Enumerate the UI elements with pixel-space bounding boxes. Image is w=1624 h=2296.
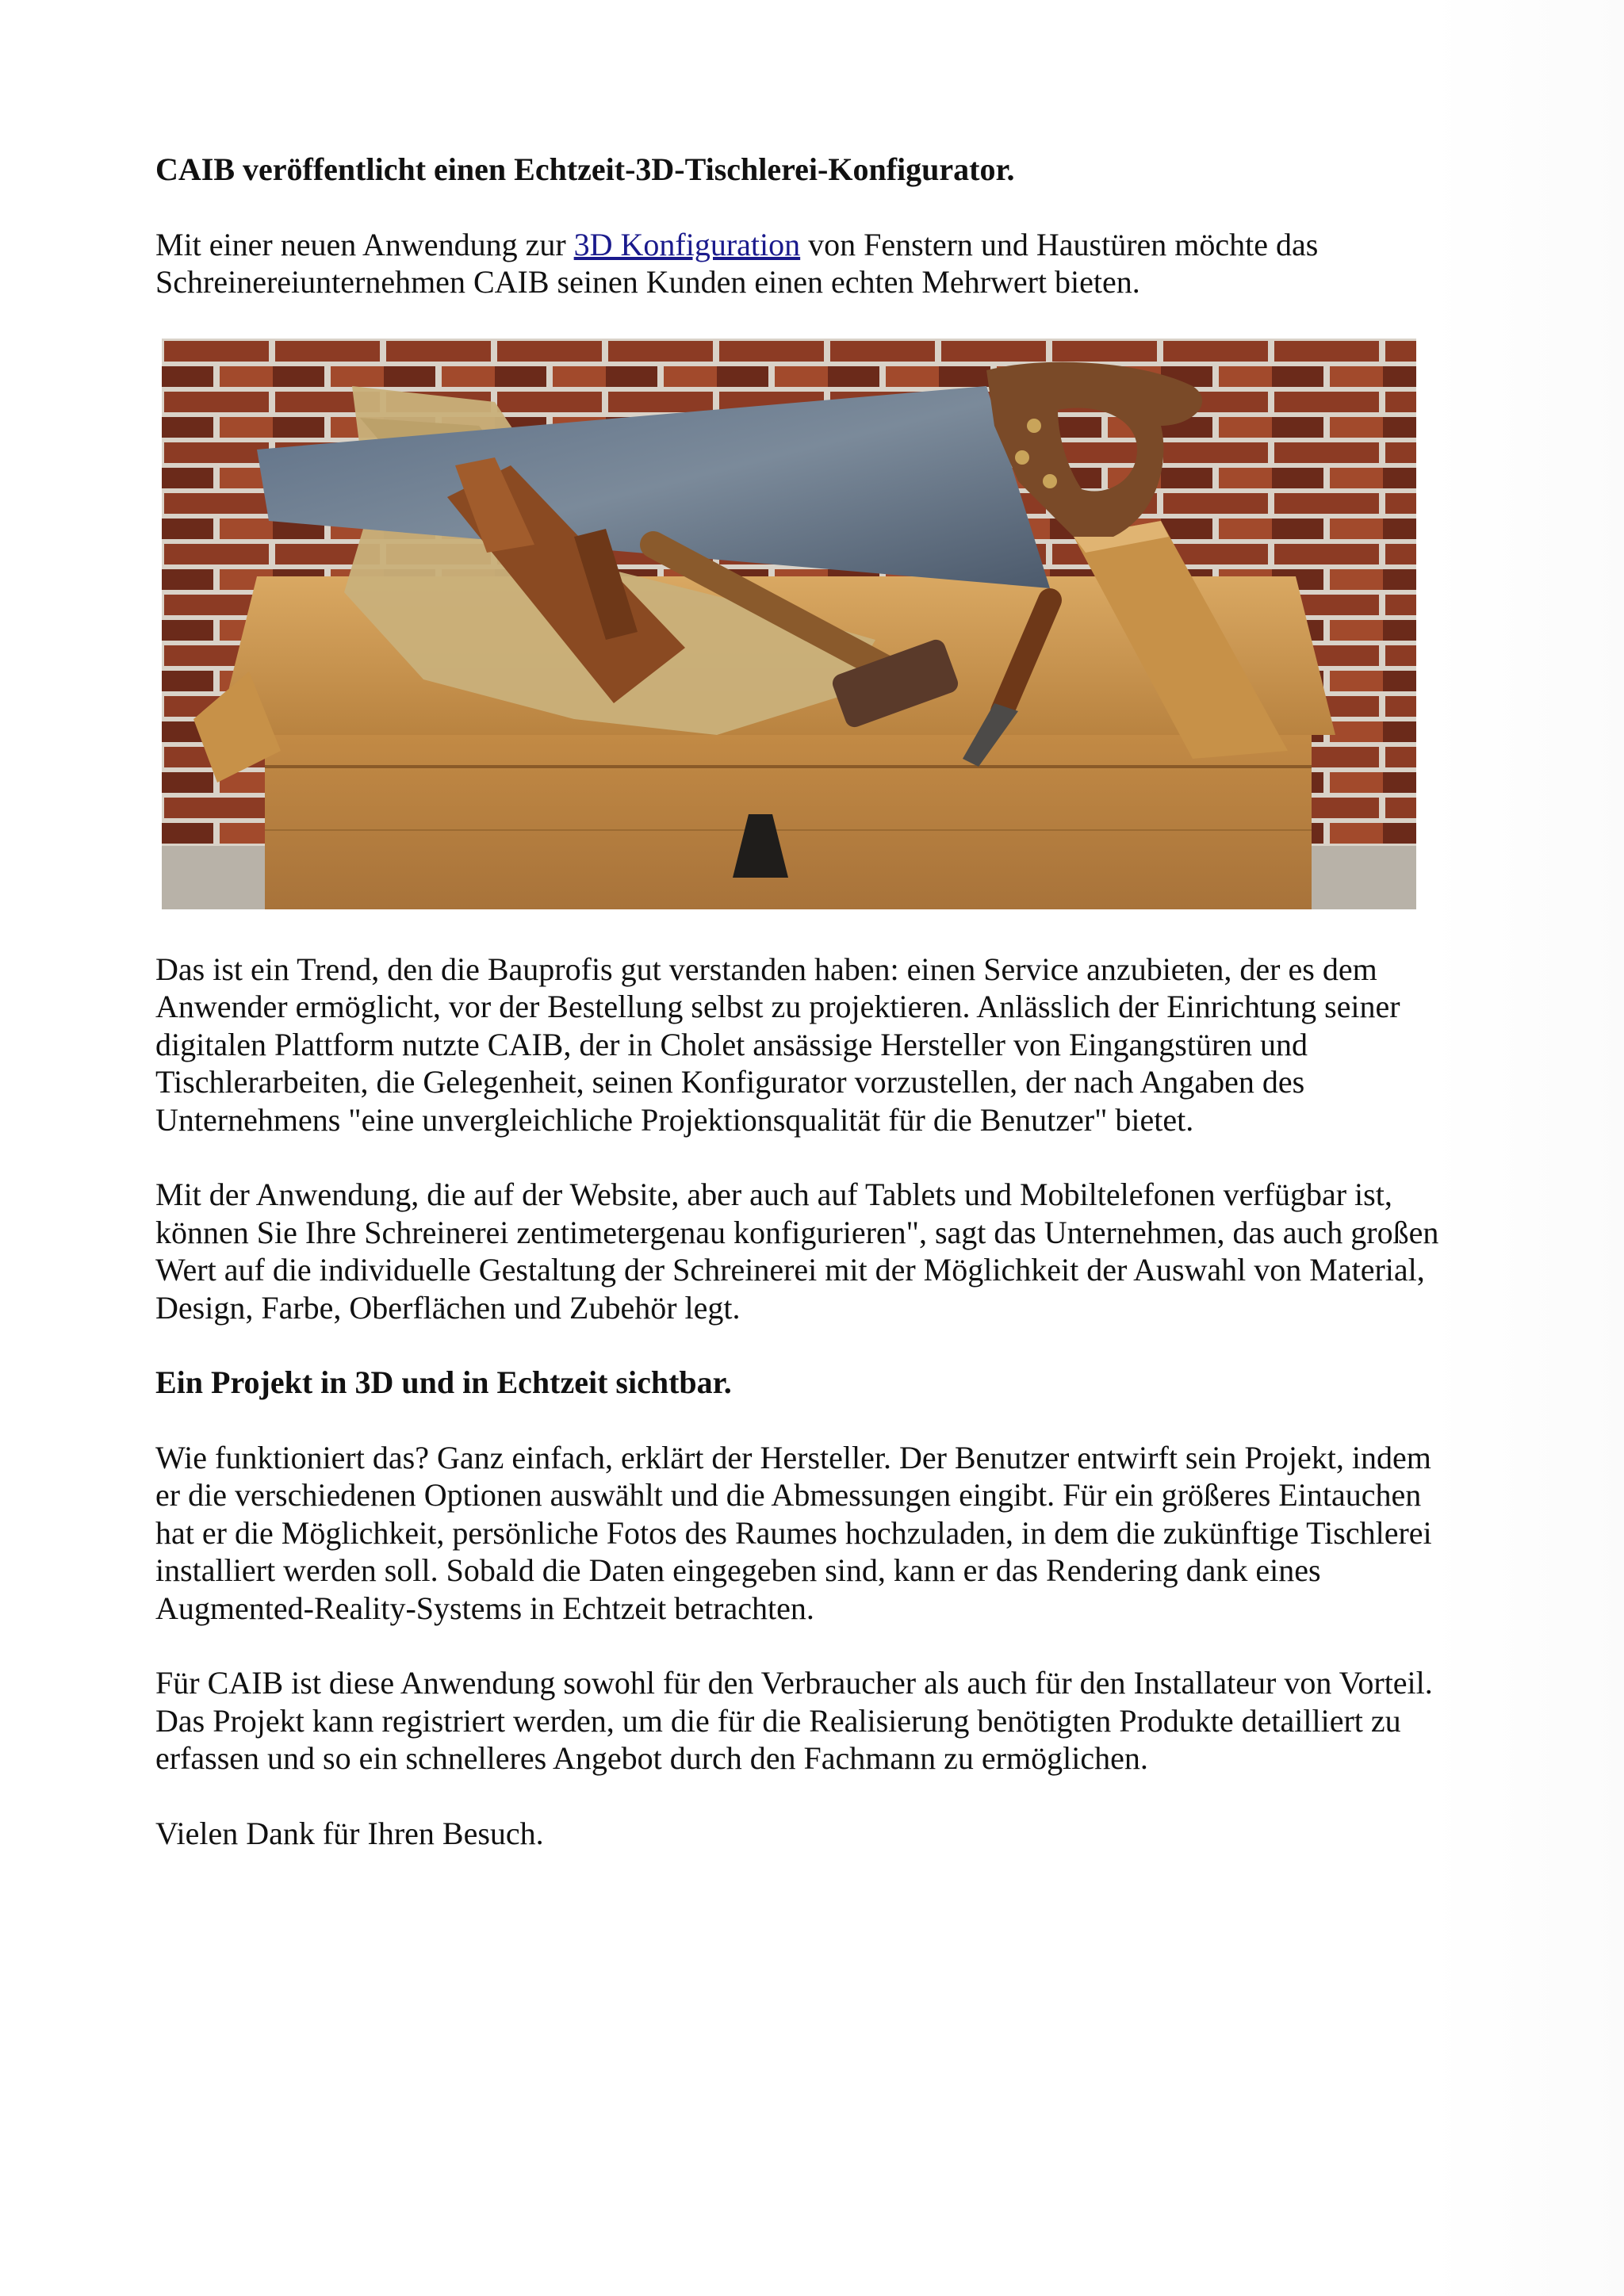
intro-text-before-link: Mit einer neuen Anwendung zur [155,226,574,262]
paragraph-1: Das ist ein Trend, den die Bauprofis gut verstanden haben: einen Service anzubieten, der es dem Anwender ermöglicht, vor der Bestellung selbst zu projektieren. Anlässlich der Einrichtung seiner digitalen Plattform nutzte CAIB, der in Cholet ansässige Hersteller von Eingangstüren und Tischlerarbeiten, die Gelegenheit, seinen Konfigurator vorzustellen, der nach Angaben des Unternehmens "eine unvergleichliche Projektionsqualität für die Benutzer" bietet. [155,951,1400,1138]
paragraph-4: Für CAIB ist diese Anwendung sowohl für den Verbraucher als auch für den Installateur von Vorteil. Das Projekt kann registriert werden, um die für die Realisierung benötigten Produkte detailliert zu erfassen und so ein schnelleres Angebot durch den Fachmann zu ermöglichen. [155,1665,1433,1776]
article-body [155,151,1456,1889]
paragraph-3: Wie funktioniert das? Ganz einfach, erklärt der Hersteller. Der Benutzer entwirft sein Projekt, indem er die verschiedenen Optionen auswählt und die Abmessungen eingibt. Für ein größeres Eintauchen hat er die Möglichkeit, persönliche Fotos des Raumes hochzuladen, in dem die zukünftige Tischlerei installiert werden soll. Sobald die Daten eingegeben sind, kann er das Rendering dank eines Augmented-Reality-Systems in Echtzeit betrachten. [155,1439,1432,1626]
intro-paragraph [155,226,1456,301]
paragraph-2: Mit der Anwendung, die auf der Website, aber auch auf Tablets und Mobiltelefonen verfügbar ist, können Sie Ihre Schreinerei zentimetergenau konfigurieren", sagt das Unternehmen, das auch großen Wert auf die individuelle Gestaltung der Schreinerei mit der Möglichkeit der Auswahl von Material, Design, Farbe, Oberflächen und Zubehör legt. [155,1177,1439,1326]
intro-text-after-link: von Fenstern und Haustüren möchte das Schreinereiunternehmen CAIB seinen Kunden einen echten Mehrwert bieten. [155,226,1319,300]
3d-konfiguration-link[interactable]: 3D Konfiguration [573,226,801,262]
carpentry-tools-photo [162,339,1416,909]
subheading: Ein Projekt in 3D und in Echtzeit sichtbar. [155,1364,732,1400]
closing-line: Vielen Dank für Ihren Besuch. [155,1815,544,1851]
article-title: CAIB veröffentlicht einen Echtzeit-3D-Tischlerei-Konfigurator. [155,151,1015,187]
